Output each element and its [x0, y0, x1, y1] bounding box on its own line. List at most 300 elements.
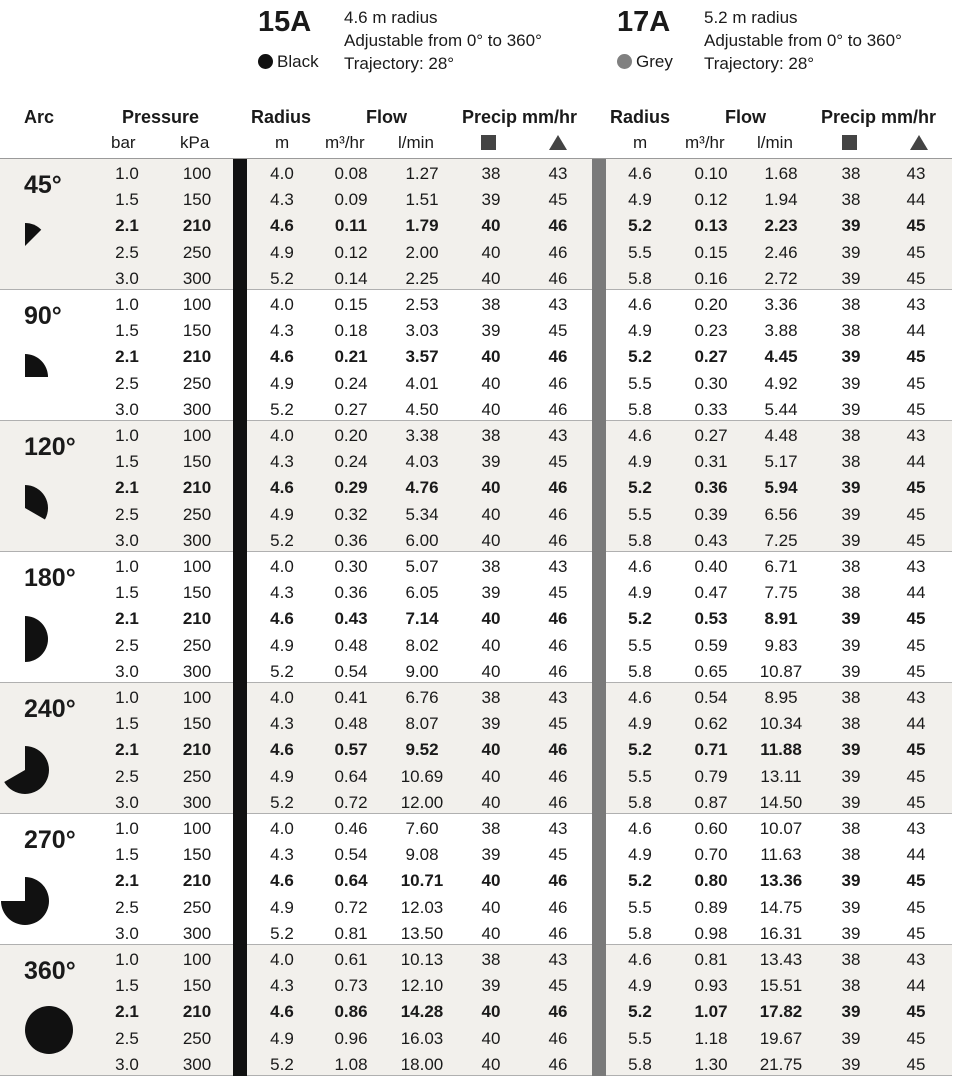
cell-r2: 5.5	[628, 242, 652, 262]
cell-bar: 3.0	[115, 268, 139, 288]
table-row	[0, 423, 952, 449]
cell-q2: 0.87	[694, 792, 728, 812]
cell-l1: 9.00	[405, 661, 439, 681]
cell-s2: 38	[841, 190, 861, 210]
cell-t2: 45	[906, 792, 926, 812]
cell-q1: 0.24	[334, 452, 368, 472]
cell-s1: 38	[481, 295, 501, 314]
cell-l1: 6.76	[405, 688, 439, 707]
cell-r1: 4.3	[270, 976, 294, 996]
header-radius-17a: Radius	[610, 107, 671, 127]
cell-t1: 46	[548, 609, 568, 629]
cell-q1: 0.48	[334, 635, 368, 655]
cell-kpa: 150	[182, 452, 212, 472]
cell-l1: 10.13	[400, 950, 444, 969]
cell-s1: 40	[481, 871, 501, 891]
cell-t2: 45	[906, 661, 926, 681]
cell-t2: 45	[906, 766, 926, 786]
cell-r1: 4.0	[270, 819, 294, 838]
cell-bar: 2.1	[115, 1002, 139, 1022]
cell-bar: 3.0	[115, 923, 139, 943]
cell-l1: 7.14	[405, 609, 439, 629]
cell-kpa: 150	[182, 190, 212, 210]
cell-s1: 38	[481, 819, 501, 838]
cell-r1: 4.3	[270, 714, 294, 734]
cell-kpa: 300	[182, 661, 212, 681]
cell-t1: 46	[548, 1002, 568, 1022]
cell-q1: 0.64	[334, 871, 368, 891]
color-dot-icon	[617, 54, 632, 69]
cell-q1: 0.29	[334, 478, 368, 498]
cell-t1: 46	[548, 792, 568, 812]
cell-l1: 7.60	[405, 819, 439, 838]
cell-s1: 39	[481, 714, 501, 734]
cell-bar: 1.5	[115, 190, 139, 210]
cell-r2: 4.9	[628, 452, 652, 472]
cell-l1: 2.53	[405, 295, 439, 314]
cell-l1: 3.57	[405, 347, 439, 367]
table-row	[0, 764, 952, 790]
cell-s1: 38	[481, 426, 501, 445]
arc-label: 180°	[24, 564, 76, 592]
cell-r1: 5.2	[270, 923, 294, 943]
cell-kpa: 250	[182, 766, 212, 786]
header-precip-17a: Precip mm/hr	[821, 107, 937, 127]
cell-q1: 0.48	[334, 714, 368, 734]
cell-q1: 0.36	[334, 530, 368, 550]
nozzle-15a-color-bar	[233, 159, 247, 1076]
cell-kpa: 250	[182, 373, 212, 393]
cell-bar: 2.5	[115, 766, 139, 786]
cell-r1: 4.6	[270, 740, 294, 760]
cell-s1: 40	[481, 504, 501, 524]
cell-kpa: 150	[182, 845, 212, 865]
cell-r1: 4.3	[270, 190, 294, 210]
cell-kpa: 150	[182, 583, 212, 603]
cell-t1: 45	[548, 714, 568, 734]
cell-l1: 8.02	[405, 635, 439, 655]
cell-l2: 10.87	[759, 661, 803, 681]
cell-s2: 39	[841, 897, 861, 917]
cell-q1: 0.57	[334, 740, 368, 760]
cell-s1: 39	[481, 583, 501, 603]
cell-r2: 5.2	[628, 216, 652, 236]
cell-r2: 5.8	[628, 792, 652, 812]
cell-t1: 46	[548, 1054, 568, 1074]
cell-q1: 0.12	[334, 242, 368, 262]
cell-r1: 4.3	[270, 583, 294, 603]
cell-q1: 0.86	[334, 1002, 368, 1022]
cell-t1: 45	[548, 976, 568, 996]
cell-l1: 4.03	[405, 452, 439, 472]
cell-s1: 39	[481, 845, 501, 865]
cell-l1: 3.38	[405, 426, 439, 445]
cell-l2: 6.56	[764, 504, 798, 524]
cell-l1: 10.71	[400, 871, 444, 891]
cell-r1: 4.9	[270, 242, 294, 262]
cell-bar: 3.0	[115, 1054, 139, 1074]
cell-s2: 38	[841, 819, 861, 838]
cell-kpa: 250	[182, 1028, 212, 1048]
cell-q2: 0.40	[694, 557, 728, 576]
cell-r1: 4.9	[270, 373, 294, 393]
cell-l2: 2.72	[764, 268, 798, 288]
cell-kpa: 100	[182, 426, 212, 445]
cell-q2: 0.62	[694, 714, 728, 734]
cell-r2: 5.8	[628, 530, 652, 550]
cell-q1: 0.08	[334, 164, 368, 183]
cell-s1: 40	[481, 1028, 501, 1048]
cell-q2: 0.80	[694, 871, 728, 891]
cell-l2: 5.17	[764, 452, 798, 472]
cell-q1: 0.18	[334, 321, 368, 341]
cell-l2: 4.45	[764, 347, 798, 367]
cell-r1: 4.3	[270, 321, 294, 341]
cell-kpa: 300	[182, 530, 212, 550]
cell-t2: 44	[906, 583, 926, 603]
cell-kpa: 210	[182, 347, 212, 367]
cell-t2: 43	[906, 557, 926, 576]
cell-l1: 9.52	[405, 740, 439, 760]
cell-r1: 4.6	[270, 1002, 294, 1022]
cell-l1: 10.69	[400, 766, 444, 786]
cell-t2: 43	[906, 426, 926, 445]
cell-q2: 0.79	[694, 766, 728, 786]
cell-t1: 46	[548, 504, 568, 524]
cell-s2: 38	[841, 452, 861, 472]
cell-kpa: 100	[182, 819, 212, 838]
cell-l2: 17.82	[759, 1002, 803, 1022]
cell-s1: 38	[481, 164, 501, 183]
cell-t2: 45	[906, 1054, 926, 1074]
cell-l2: 9.83	[764, 635, 798, 655]
cell-s2: 39	[841, 923, 861, 943]
cell-r2: 5.8	[628, 923, 652, 943]
table-row	[0, 868, 952, 894]
arc-group	[0, 290, 952, 421]
cell-t1: 46	[548, 399, 568, 419]
cell-r1: 4.3	[270, 845, 294, 865]
cell-r2: 4.9	[628, 321, 652, 341]
cell-t2: 44	[906, 190, 926, 210]
cell-kpa: 300	[182, 399, 212, 419]
cell-r1: 4.6	[270, 216, 294, 236]
cell-s2: 39	[841, 792, 861, 812]
table-row	[0, 659, 952, 685]
cell-t2: 44	[906, 845, 926, 865]
cell-t2: 44	[906, 321, 926, 341]
cell-t1: 45	[548, 583, 568, 603]
triangle-icon	[549, 134, 567, 155]
table-row	[0, 973, 952, 999]
cell-l2: 3.36	[764, 295, 798, 314]
cell-l1: 8.07	[405, 714, 439, 734]
cell-kpa: 250	[182, 897, 212, 917]
cell-bar: 2.1	[115, 347, 139, 367]
cell-q1: 0.72	[334, 897, 368, 917]
cell-s1: 40	[481, 792, 501, 812]
table-row	[0, 999, 952, 1025]
table-row	[0, 711, 952, 737]
cell-s2: 38	[841, 976, 861, 996]
cell-bar: 2.5	[115, 373, 139, 393]
cell-r2: 5.2	[628, 478, 652, 498]
header-lmin-17a: l/min	[757, 133, 793, 152]
cell-bar: 2.5	[115, 635, 139, 655]
cell-q1: 0.15	[334, 295, 368, 314]
cell-s1: 40	[481, 216, 501, 236]
cell-r2: 4.6	[628, 295, 652, 314]
cell-t2: 45	[906, 609, 926, 629]
cell-s2: 38	[841, 950, 861, 969]
cell-kpa: 300	[182, 268, 212, 288]
cell-q2: 0.71	[694, 740, 728, 760]
cell-l1: 6.00	[405, 530, 439, 550]
cell-bar: 1.0	[115, 164, 139, 183]
cell-l1: 4.01	[405, 373, 439, 393]
cell-l2: 14.50	[759, 792, 803, 812]
cell-r1: 4.0	[270, 426, 294, 445]
cell-s1: 40	[481, 373, 501, 393]
cell-s1: 40	[481, 530, 501, 550]
cell-r1: 4.6	[270, 609, 294, 629]
cell-l2: 11.88	[760, 740, 802, 760]
arc-label: 120°	[24, 433, 76, 461]
cell-s1: 39	[481, 321, 501, 341]
nozzle-code: 15A	[258, 6, 312, 38]
cell-r2: 5.2	[628, 609, 652, 629]
cell-r2: 4.9	[628, 976, 652, 996]
cell-r2: 5.8	[628, 399, 652, 419]
cell-s2: 38	[841, 295, 861, 314]
cell-q1: 0.64	[334, 766, 368, 786]
cell-q2: 0.36	[694, 478, 728, 498]
table-row	[0, 449, 952, 475]
cell-l2: 5.94	[764, 478, 798, 498]
cell-l2: 15.51	[759, 976, 803, 996]
cell-kpa: 300	[182, 792, 212, 812]
cell-s2: 39	[841, 268, 861, 288]
cell-r1: 5.2	[270, 268, 294, 288]
nozzle-code: 17A	[617, 6, 671, 38]
table-row	[0, 397, 952, 423]
table-row	[0, 842, 952, 868]
table-row	[0, 475, 952, 501]
table-row	[0, 921, 952, 947]
arc-group	[0, 814, 952, 945]
cell-t2: 45	[906, 530, 926, 550]
cell-t1: 43	[548, 950, 568, 969]
cell-l2: 10.34	[759, 714, 803, 734]
cell-q2: 0.60	[694, 819, 728, 838]
cell-t2: 45	[906, 635, 926, 655]
cell-q1: 0.96	[334, 1028, 368, 1048]
table-row	[0, 737, 952, 763]
arc-label: 270°	[24, 826, 76, 854]
cell-bar: 1.0	[115, 688, 139, 707]
cell-s2: 39	[841, 530, 861, 550]
cell-q1: 0.14	[334, 268, 368, 288]
arc-group	[0, 552, 952, 683]
cell-t2: 45	[906, 897, 926, 917]
cell-bar: 3.0	[115, 792, 139, 812]
cell-kpa: 100	[182, 688, 212, 707]
cell-q2: 0.39	[694, 504, 728, 524]
cell-r1: 4.9	[270, 504, 294, 524]
cell-q2: 0.10	[694, 164, 728, 183]
table-row	[0, 371, 952, 397]
cell-q2: 1.07	[694, 1002, 728, 1022]
arc-group	[0, 683, 952, 814]
cell-bar: 3.0	[115, 661, 139, 681]
cell-t1: 46	[548, 1028, 568, 1048]
cell-q2: 0.23	[694, 321, 728, 341]
cell-t2: 44	[906, 452, 926, 472]
nozzle-description	[704, 6, 902, 75]
header-bar: bar	[111, 133, 136, 152]
table-row	[0, 790, 952, 816]
table-row	[0, 633, 952, 659]
cell-r1: 4.0	[270, 950, 294, 969]
cell-t1: 46	[548, 216, 568, 236]
cell-kpa: 250	[182, 635, 212, 655]
cell-t2: 45	[906, 242, 926, 262]
cell-s2: 38	[841, 714, 861, 734]
cell-t2: 45	[906, 347, 926, 367]
cell-s1: 40	[481, 740, 501, 760]
cell-l2: 21.75	[759, 1054, 803, 1074]
cell-s2: 39	[841, 216, 861, 236]
cell-s2: 39	[841, 766, 861, 786]
cell-l2: 8.91	[764, 609, 798, 629]
cell-t1: 46	[548, 530, 568, 550]
cell-kpa: 210	[182, 609, 212, 629]
cell-q1: 0.61	[334, 950, 368, 969]
cell-q2: 0.54	[694, 688, 728, 707]
cell-bar: 2.1	[115, 740, 139, 760]
cell-l1: 12.10	[400, 976, 444, 996]
square-icon	[481, 134, 496, 155]
cell-r2: 5.8	[628, 1054, 652, 1074]
table-row	[0, 528, 952, 554]
cell-l2: 3.88	[764, 321, 798, 341]
cell-l2: 6.71	[764, 557, 798, 576]
cell-s1: 40	[481, 635, 501, 655]
cell-q2: 0.59	[694, 635, 728, 655]
cell-kpa: 100	[182, 950, 212, 969]
cell-l2: 2.23	[764, 216, 798, 236]
cell-r1: 4.9	[270, 766, 294, 786]
cell-r1: 4.6	[270, 347, 294, 367]
cell-r2: 4.9	[628, 845, 652, 865]
cell-q2: 0.43	[694, 530, 728, 550]
cell-l1: 1.51	[405, 190, 439, 210]
cell-q2: 1.18	[694, 1028, 728, 1048]
nozzle-trajectory-text: Trajectory: 28°	[704, 54, 815, 73]
cell-r2: 5.2	[628, 740, 652, 760]
nozzle-color	[258, 52, 319, 72]
cell-q2: 0.16	[694, 268, 728, 288]
cell-kpa: 150	[182, 321, 212, 341]
cell-l1: 3.03	[405, 321, 439, 341]
cell-l2: 4.48	[764, 426, 798, 445]
cell-r2: 5.2	[628, 1002, 652, 1022]
cell-r2: 5.2	[628, 347, 652, 367]
cell-s1: 40	[481, 897, 501, 917]
nozzle-description	[344, 6, 542, 75]
cell-s1: 40	[481, 923, 501, 943]
cell-t2: 45	[906, 1028, 926, 1048]
cell-s1: 40	[481, 478, 501, 498]
cell-r1: 4.9	[270, 897, 294, 917]
cell-l2: 16.31	[759, 923, 803, 943]
cell-q2: 0.98	[694, 923, 728, 943]
cell-t1: 43	[548, 819, 568, 838]
cell-bar: 1.0	[115, 295, 139, 314]
cell-t1: 43	[548, 295, 568, 314]
cell-t2: 45	[906, 399, 926, 419]
cell-r1: 4.3	[270, 452, 294, 472]
cell-r2: 4.9	[628, 583, 652, 603]
cell-t2: 45	[906, 216, 926, 236]
cell-bar: 3.0	[115, 399, 139, 419]
cell-kpa: 100	[182, 164, 212, 183]
cell-t1: 46	[548, 897, 568, 917]
nozzle-radius-text: 5.2 m radius	[704, 8, 798, 27]
cell-q2: 0.33	[694, 399, 728, 419]
cell-r1: 4.0	[270, 688, 294, 707]
table-row	[0, 580, 952, 606]
cell-l1: 13.50	[400, 923, 444, 943]
nozzle-color	[617, 52, 673, 72]
cell-r1: 4.0	[270, 557, 294, 576]
arc-label: 360°	[24, 957, 76, 985]
cell-r2: 5.5	[628, 766, 652, 786]
cell-l1: 18.00	[400, 1054, 444, 1074]
cell-q2: 0.81	[694, 950, 728, 969]
cell-kpa: 300	[182, 1054, 212, 1074]
square-icon	[842, 134, 857, 155]
table-row	[0, 502, 952, 528]
cell-s2: 39	[841, 661, 861, 681]
cell-s1: 40	[481, 609, 501, 629]
cell-r2: 4.6	[628, 819, 652, 838]
header-precip-15a: Precip mm/hr	[462, 107, 578, 127]
cell-kpa: 210	[182, 478, 212, 498]
cell-t1: 45	[548, 321, 568, 341]
cell-t2: 43	[906, 688, 926, 707]
cell-r2: 5.8	[628, 268, 652, 288]
cell-s2: 39	[841, 740, 861, 760]
cell-r2: 4.9	[628, 714, 652, 734]
cell-r2: 5.5	[628, 635, 652, 655]
cell-r2: 5.5	[628, 897, 652, 917]
table-row	[0, 213, 952, 239]
cell-r1: 4.0	[270, 295, 294, 314]
cell-q2: 0.30	[694, 373, 728, 393]
cell-bar: 1.5	[115, 714, 139, 734]
cell-t1: 46	[548, 373, 568, 393]
cell-l1: 2.25	[405, 268, 439, 288]
cell-q2: 0.27	[694, 426, 728, 445]
cell-t2: 45	[906, 871, 926, 891]
cell-kpa: 210	[182, 871, 212, 891]
cell-kpa: 210	[182, 740, 212, 760]
cell-r1: 5.2	[270, 792, 294, 812]
cell-s2: 39	[841, 504, 861, 524]
cell-l2: 13.43	[759, 950, 803, 969]
cell-l1: 6.05	[405, 583, 439, 603]
